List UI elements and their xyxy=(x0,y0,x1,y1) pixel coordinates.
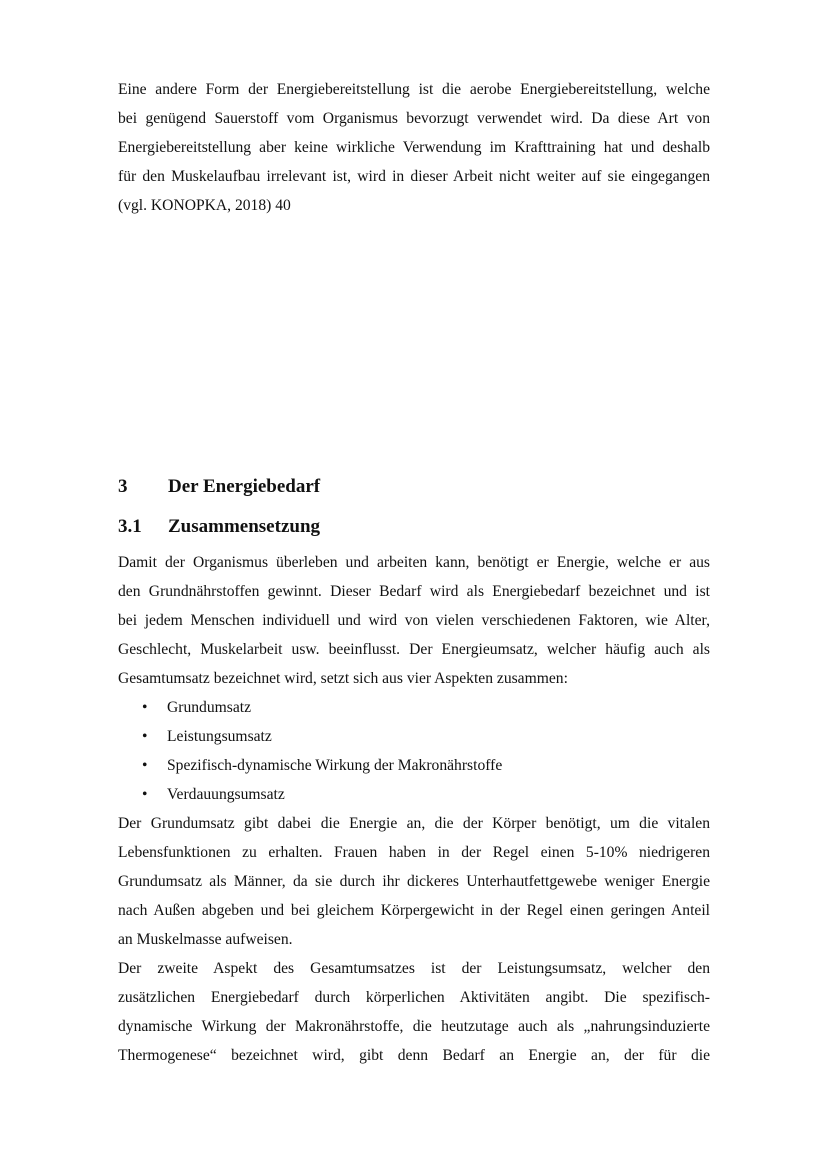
list-item-text: Grundumsatz xyxy=(167,699,252,716)
text-line: Grundumsatz als Männer, da sie durch ihr dickeres Unterhautfettgewebe weniger Energie xyxy=(118,873,710,890)
text-line: den Grundnährstoffen gewinnt. Dieser Bedarf wird als Energiebedarf bezeichnet und ist xyxy=(118,583,710,600)
section-number: 3 xyxy=(118,476,128,497)
text-line: an Muskelmasse aufweisen. xyxy=(118,931,293,948)
text-line: dynamische Wirkung der Makronährstoffe, die heutzutage auch als „nahrungsinduzierte xyxy=(118,1018,710,1035)
bullet-icon: • xyxy=(142,699,148,716)
list-item-text: Spezifisch-dynamische Wirkung der Makronährstoffe xyxy=(167,757,503,774)
subsection-heading xyxy=(118,512,710,542)
text-line: nach Außen abgeben und bei gleichem Körpergewicht in der Regel einen geringen Anteil xyxy=(118,902,710,919)
bullet-icon: • xyxy=(142,757,148,774)
text-line: Der zweite Aspekt des Gesamtumsatzes ist der Leistungsumsatz, welcher den xyxy=(118,960,710,977)
list-item-text: Verdauungsumsatz xyxy=(167,786,285,803)
bullet-icon: • xyxy=(142,786,148,803)
bullet-list xyxy=(118,693,710,809)
text-line: bei genügend Sauerstoff vom Organismus bevorzugt verwendet wird. Da diese Art von xyxy=(118,110,710,127)
text-line: für den Muskelaufbau irrelevant ist, wird in dieser Arbeit nicht weiter auf sie eingegangen xyxy=(118,168,710,185)
text-line: Energiebereitstellung aber keine wirkliche Verwendung im Krafttraining hat und deshalb xyxy=(118,139,710,156)
list-item xyxy=(118,722,710,751)
paragraph-performance-metabolism xyxy=(118,954,710,1070)
intro-paragraph xyxy=(118,75,710,220)
text-line: bei jedem Menschen individuell und wird von vielen verschiedenen Faktoren, wie Alter, xyxy=(118,612,710,629)
text-line: Geschlecht, Muskelarbeit usw. beeinflusst. Der Energieumsatz, welcher häufig auch als xyxy=(118,641,710,658)
paragraph-composition-intro xyxy=(118,548,710,693)
text-line: Thermogenese“ bezeichnet wird, gibt denn Bedarf an Energie an, der für die xyxy=(118,1047,710,1064)
text-line: Gesamtumsatz bezeichnet wird, setzt sich aus vier Aspekten zusammen: xyxy=(118,670,568,687)
list-item xyxy=(118,780,710,809)
text-line: Damit der Organismus überleben und arbeiten kann, benötigt er Energie, welche er aus xyxy=(118,554,710,571)
paragraph-basal-metabolism xyxy=(118,809,710,954)
subsection-title: Zusammensetzung xyxy=(168,516,321,537)
list-item-text: Leistungsumsatz xyxy=(167,728,272,745)
text-line: Der Grundumsatz gibt dabei die Energie an, die der Körper benötigt, um die vitalen xyxy=(118,815,710,832)
subsection-number: 3.1 xyxy=(118,516,142,537)
section-heading xyxy=(118,472,710,502)
list-item xyxy=(118,693,710,722)
bullet-icon: • xyxy=(142,728,148,745)
text-line: zusätzlichen Energiebedarf durch körperlichen Aktivitäten angibt. Die spezifisch- xyxy=(118,989,710,1006)
section-title: Der Energiebedarf xyxy=(168,476,321,497)
list-item xyxy=(118,751,710,780)
text-line: Lebensfunktionen zu erhalten. Frauen haben in der Regel einen 5-10% niedrigeren xyxy=(118,844,710,861)
blank-space xyxy=(118,220,710,472)
text-line: Eine andere Form der Energiebereitstellung ist die aerobe Energiebereitstellung, welche xyxy=(118,81,710,98)
document-page xyxy=(118,75,710,1070)
text-line: (vgl. KONOPKA, 2018) 40 xyxy=(118,197,291,214)
